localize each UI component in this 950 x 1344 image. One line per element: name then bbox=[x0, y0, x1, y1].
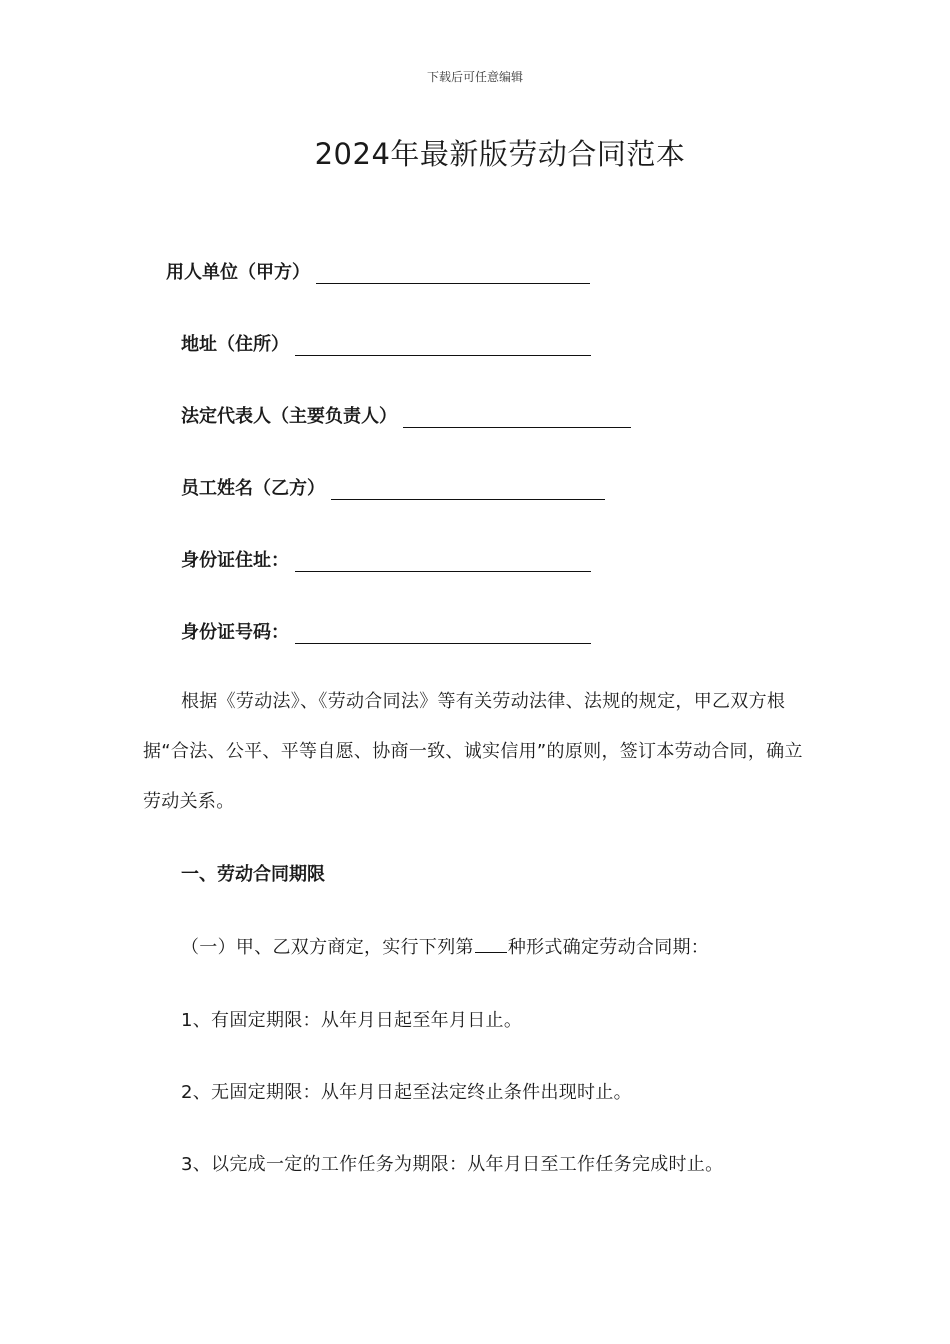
field-label-id-number: 身份证号码： bbox=[181, 622, 289, 643]
page-title: 2024年最新版劳动合同范本 bbox=[314, 137, 686, 171]
intro-paragraph: 根据《劳动法》、《劳动合同法》等有关劳动法律、法规的规定，甲乙双方根据“合法、公平、平等自愿、协商一致、诚实信用”的原则，签订本劳动合同，确立劳动关系。 bbox=[143, 691, 803, 812]
field-address bbox=[181, 330, 591, 356]
field-label-employee-name: 员工姓名（乙方） bbox=[181, 478, 325, 499]
blank-line-legal-representative[interactable] bbox=[403, 413, 631, 428]
list-item: 1、有固定期限：从年月日起至年月日止。 bbox=[181, 1010, 523, 1031]
clause-term-form-before: （一）甲、乙双方商定，实行下列第 bbox=[181, 937, 474, 958]
blank-line-employee-name[interactable] bbox=[331, 485, 605, 500]
blank-line-employer[interactable] bbox=[316, 269, 590, 284]
blank-line-id-address[interactable] bbox=[295, 557, 591, 572]
field-id-address bbox=[181, 546, 591, 572]
blank-line-id-number[interactable] bbox=[295, 629, 591, 644]
blank-line-address[interactable] bbox=[295, 341, 591, 356]
field-label-employer: 用人单位（甲方） bbox=[166, 262, 310, 283]
field-label-address: 地址（住所） bbox=[181, 334, 289, 355]
list-item: 3、以完成一定的工作任务为期限：从年月日至工作任务完成时止。 bbox=[181, 1154, 724, 1175]
header-note: 下载后可任意编辑 bbox=[426, 70, 523, 84]
field-id-number bbox=[181, 618, 591, 644]
field-employer bbox=[166, 258, 590, 284]
blank-line-term-form[interactable] bbox=[475, 938, 507, 953]
field-label-id-address: 身份证住址： bbox=[181, 550, 289, 571]
field-legal-representative bbox=[181, 402, 631, 428]
field-employee-name bbox=[181, 474, 605, 500]
list-item: 2、无固定期限：从年月日起至法定终止条件出现时止。 bbox=[181, 1082, 632, 1103]
clause-term-form-after: 种形式确定劳动合同期： bbox=[507, 937, 710, 958]
section-heading-contract-term: 一、劳动合同期限 bbox=[181, 864, 325, 885]
field-label-legal-representative: 法定代表人（主要负责人） bbox=[181, 406, 397, 427]
clause-term-form bbox=[181, 933, 709, 959]
